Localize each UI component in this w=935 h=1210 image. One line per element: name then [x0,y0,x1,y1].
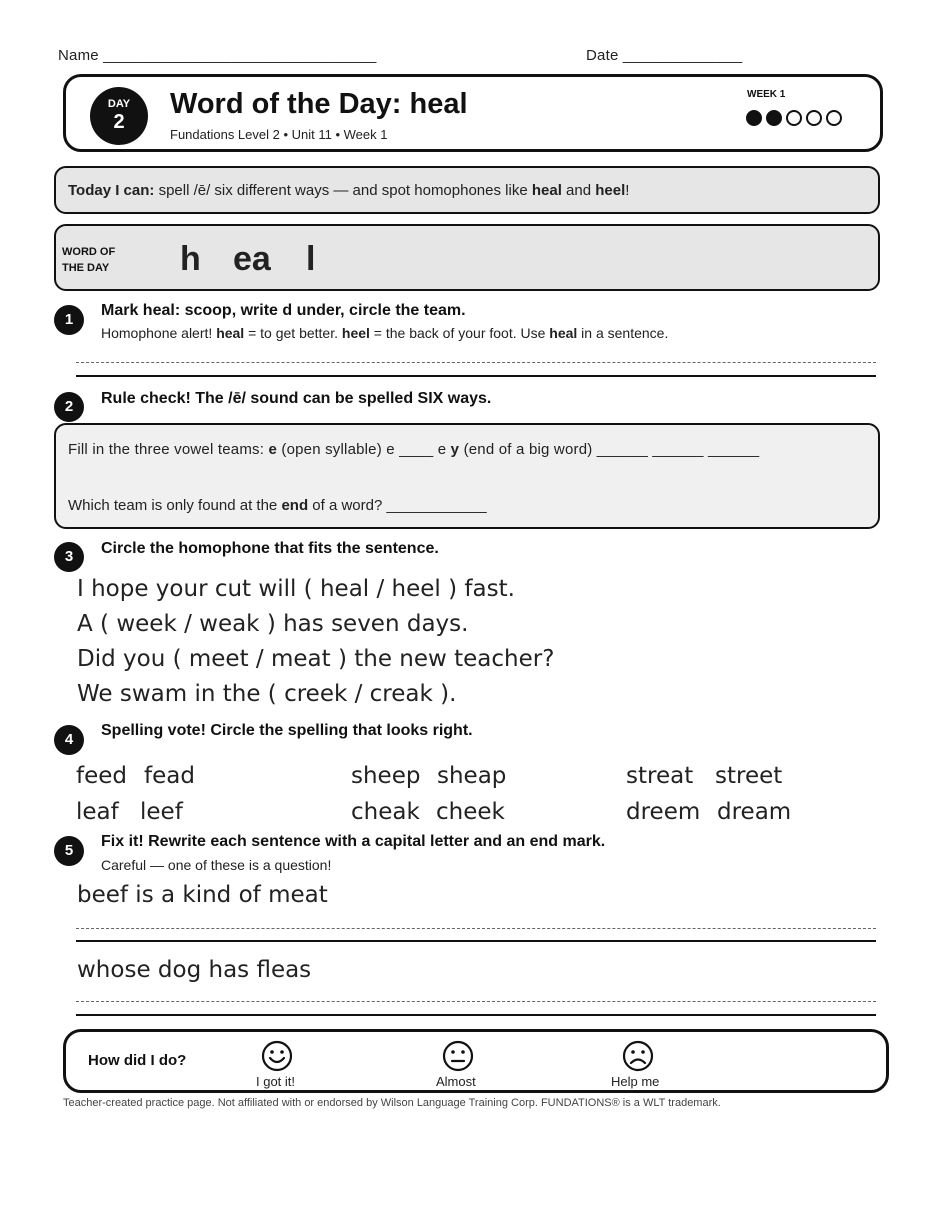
question-heading: Fix it! Rewrite each sentence with a capital letter and an end mark. [101,833,606,850]
fix-it-sentence: beef is a kind of meat [77,882,328,908]
prompt-bold: end [281,497,309,514]
subtext-word: heal [216,325,245,341]
spelling-option[interactable]: sheep [351,763,421,789]
progress-dot-filled [766,110,782,126]
spelling-option[interactable]: street [715,763,783,789]
homophone-sentence[interactable]: A ( week / weak ) has seven days. [77,611,469,637]
page-title: Word of the Day: heal [170,88,468,120]
progress-dot-empty [786,110,802,126]
sound-chunk: l [306,240,316,278]
self-rating-box [63,1029,889,1093]
self-rating-label: How did I do? [88,1052,187,1069]
spelling-option[interactable]: cheak [351,799,420,825]
writing-line-base [76,1014,876,1016]
objective-part: and [561,182,596,199]
subtext-part: Homophone alert! [101,325,217,341]
objective-text [68,182,629,199]
week-label: WEEK 1 [747,89,786,100]
prompt-bold: y [450,441,460,458]
question-heading: Rule check! The /ē/ sound can be spelled SIX ways. [101,390,492,407]
progress-dot-filled [746,110,762,126]
objective-part: ! [625,182,630,199]
writing-line-base [76,940,876,942]
writing-line-dashed[interactable] [76,928,876,929]
question-subtext [101,325,668,341]
spelling-option[interactable]: leef [140,799,183,825]
end-team-prompt[interactable] [68,497,487,514]
spelling-option[interactable]: dream [717,799,792,825]
sound-chunk: ea [233,240,271,278]
prompt-part: Fill in the three vowel teams: [68,441,269,458]
objective-box [54,166,880,214]
prompt-part: of a word? ____________ [308,497,487,514]
homophone-sentence[interactable]: We swam in the ( creek / creak ). [77,681,457,707]
writing-line-base [76,375,876,377]
subtext-part: = the back of your foot. Use [369,325,550,341]
word-of-day-label [62,244,142,276]
rating-option-label: Help me [611,1074,660,1089]
rule-check-box [54,423,880,529]
question-heading: Spelling vote! Circle the spelling that looks right. [101,722,473,739]
subtext-word: heel [341,325,370,341]
subtext-part: = to get better. [244,325,342,341]
day-badge [90,87,148,145]
sound-chunk: h [180,240,201,278]
word-of-day-box [54,224,880,291]
question-heading: Circle the homophone that fits the sentence. [101,540,439,557]
question-subtext: Careful — one of these is a question! [101,857,332,873]
progress-dot-empty [806,110,822,126]
prompt-bold: e [268,441,277,458]
fix-it-sentence: whose dog has fleas [77,957,312,983]
spelling-option[interactable]: streat [626,763,694,789]
subtext-word: heal [549,325,578,341]
spelling-option[interactable]: fead [144,763,195,789]
name-line: Name ________________________________ [58,47,377,64]
spelling-option[interactable]: dreem [626,799,701,825]
date-line: Date ______________ [586,47,743,64]
prompt-part: Which team is only found at the [68,497,282,514]
footer-note: Teacher-created practice page. Not affiliated with or endorsed by Wilson Language Training Corp. FUNDATIONS® is a WLT trademark. [63,1097,721,1109]
question-number: 2 [54,392,84,422]
subtext-part: in a sentence. [577,325,669,341]
neutral-face-icon[interactable] [442,1040,474,1072]
day-label: DAY [107,98,131,110]
prompt-part: (end of a big word) ______ ______ ______ [459,441,760,458]
question-heading: Mark heal: scoop, write d under, circle the team. [101,302,466,319]
question-number: 4 [54,725,84,755]
homophone-sentence[interactable]: I hope your cut will ( heal / heel ) fast. [77,576,515,602]
week-progress [746,110,842,126]
sad-face-icon[interactable] [622,1040,654,1072]
spelling-option[interactable]: sheap [437,763,507,789]
vowel-team-prompt[interactable] [68,439,868,461]
question-number: 3 [54,542,84,572]
progress-dot-empty [826,110,842,126]
objective-word: heel [595,182,626,199]
rating-option-label: Almost [436,1074,476,1089]
spelling-option[interactable]: cheek [436,799,505,825]
question-number: 5 [54,836,84,866]
day-number: 2 [113,111,125,133]
homophone-sentence[interactable]: Did you ( meet / meat ) the new teacher? [77,646,555,672]
writing-line-dashed[interactable] [76,1001,876,1002]
wotd-label-line: THE DAY [62,262,110,274]
page-subtitle: Fundations Level 2 • Unit 11 • Week 1 [170,127,388,142]
rating-option-label: I got it! [256,1074,296,1089]
writing-line-dashed[interactable] [76,362,876,363]
spelling-option[interactable]: leaf [76,799,119,825]
prompt-part: (open syllable) e ____ e [277,441,451,458]
objective-word: heal [531,182,562,199]
objective-part: spell /ē/ six different ways — and spot homophones like [154,182,532,199]
wotd-label-line: WORD OF [62,246,116,258]
objective-lead: Today I can: [68,182,155,199]
question-number: 1 [54,305,84,335]
happy-face-icon[interactable] [261,1040,293,1072]
spelling-option[interactable]: feed [76,763,127,789]
